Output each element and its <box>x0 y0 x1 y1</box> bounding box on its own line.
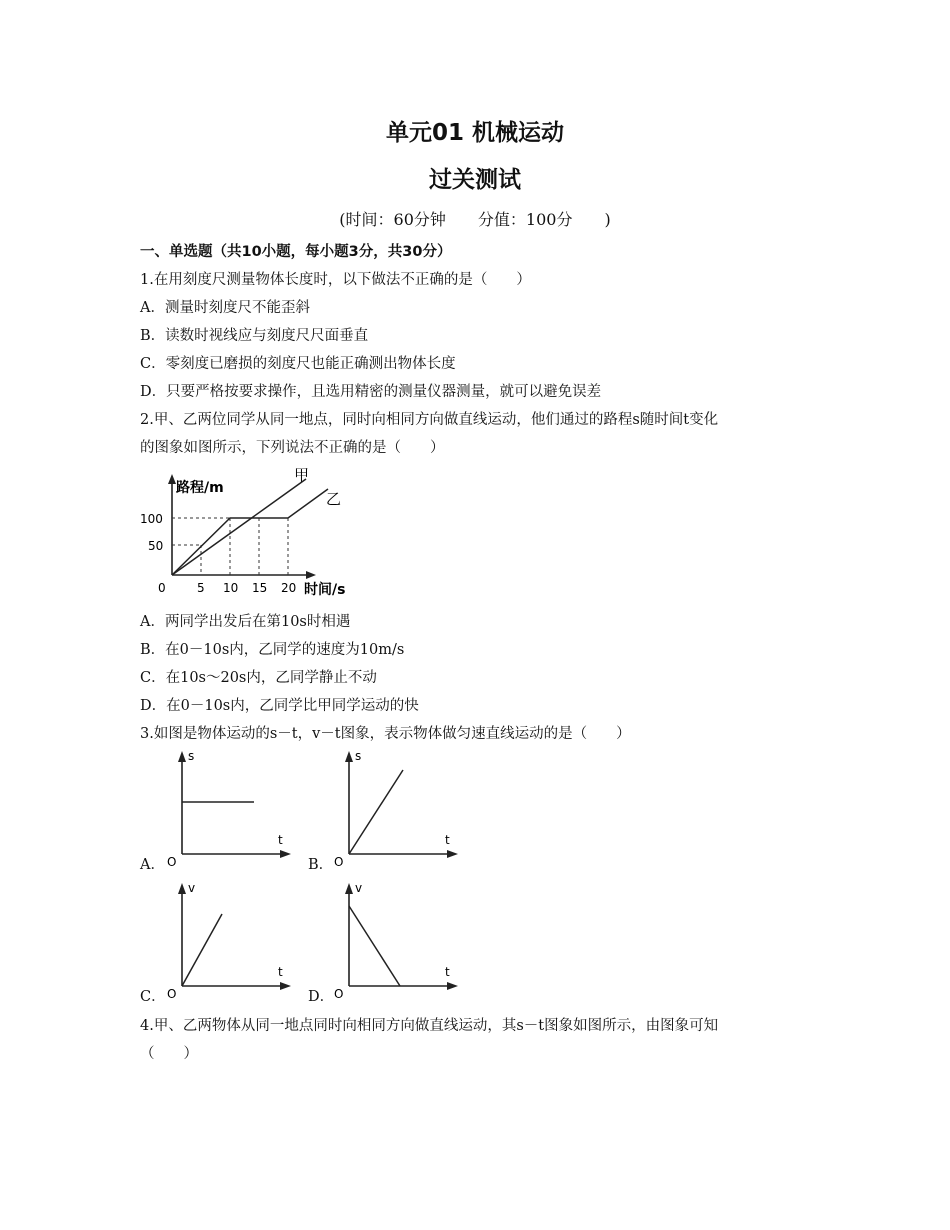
x-axis-arrow-icon <box>306 571 316 579</box>
graph-d-t-label: t <box>445 965 450 979</box>
y-axis-arrow-icon <box>168 474 176 484</box>
arrow-up-icon <box>178 751 186 762</box>
question-4-stem-line2: （ ） <box>140 1046 198 1062</box>
graph-ytick-100: 100 <box>140 512 163 526</box>
question-2-option-b: B．在0－10s内，乙同学的速度为10m/s <box>140 642 405 658</box>
question-3-graph-b <box>327 748 467 873</box>
question-3-label-c: C． <box>140 989 166 1005</box>
graph-c-v-label: v <box>188 881 196 895</box>
question-2-stem-line1: 2.甲、乙两位同学从同一地点，同时向相同方向做直线运动，他们通过的路程s随时间t变化 <box>140 412 719 428</box>
question-4-stem-line1: 4.甲、乙两物体从同一地点同时向相同方向做直线运动，其s－t图象如图所示，由图象可知 <box>140 1018 719 1034</box>
graph-b-line <box>349 770 403 854</box>
question-1-option-d: D．只要严格按要求操作，且选用精密的测量仪器测量，就可以避免误差 <box>140 384 602 400</box>
graph-b-s-label: s <box>355 749 362 763</box>
document-subtitle: 过关测试 <box>429 167 521 193</box>
question-3-graph-d <box>327 880 467 1005</box>
graph-d-v-label: v <box>355 881 363 895</box>
graph-ylabel: 路程/m <box>176 480 224 496</box>
graph-origin: 0 <box>158 581 166 595</box>
graph-label-yi: 乙 <box>326 490 342 508</box>
question-3-graph-c <box>160 880 300 1005</box>
arrow-right-icon <box>447 982 458 990</box>
graph-xtick-5: 5 <box>197 581 205 595</box>
section-heading: 一、单选题（共10小题，每小题3分，共30分） <box>140 244 452 260</box>
arrow-up-icon <box>345 751 353 762</box>
arrow-right-icon <box>447 850 458 858</box>
graph-xlabel: 时间/s <box>304 582 346 598</box>
graph-xtick-10: 10 <box>223 581 239 595</box>
graph-d-line <box>349 906 400 986</box>
arrow-right-icon <box>280 850 291 858</box>
question-3-graph-a <box>160 748 300 873</box>
graph-xtick-20: 20 <box>281 581 297 595</box>
question-3-label-d: D． <box>308 989 335 1005</box>
document-title: 单元01 机械运动 <box>385 120 564 146</box>
arrow-up-icon <box>178 883 186 894</box>
graph-xtick-15: 15 <box>252 581 268 595</box>
question-2-stem-line2: 的图象如图所示，下列说法不正确的是（ ） <box>140 440 445 456</box>
question-2-option-c: C．在10s～20s内，乙同学静止不动 <box>140 670 377 686</box>
line-yi <box>172 489 328 575</box>
question-2-option-d: D．在0－10s内，乙同学比甲同学运动的快 <box>140 698 419 714</box>
question-1-option-b: B．读数时视线应与刻度尺尺面垂直 <box>140 328 369 344</box>
question-3-stem: 3.如图是物体运动的s－t，v－t图象，表示物体做匀速直线运动的是（ ） <box>140 726 631 742</box>
graph-a-s-label: s <box>188 749 195 763</box>
graph-d-origin: O <box>334 987 344 1001</box>
graph-a-t-label: t <box>278 833 283 847</box>
question-2-option-a: A．两同学出发后在第10s时相遇 <box>140 614 351 630</box>
question-1-option-c: C．零刻度已磨损的刻度尺也能正确测出物体长度 <box>140 356 456 372</box>
graph-c-line <box>182 914 222 986</box>
graph-b-origin: O <box>334 855 344 869</box>
question-1-stem: 1.在用刻度尺测量物体长度时，以下做法不正确的是（ ） <box>140 272 531 288</box>
graph-ytick-50: 50 <box>148 539 164 553</box>
graph-a-origin: O <box>167 855 177 869</box>
graph-c-t-label: t <box>278 965 283 979</box>
graph-c-origin: O <box>167 987 177 1001</box>
question-3-label-a: A． <box>140 857 165 873</box>
question-3-label-b: B． <box>308 857 334 873</box>
arrow-right-icon <box>280 982 291 990</box>
question-1-option-a: A．测量时刻度尺不能歪斜 <box>140 300 310 316</box>
graph-b-t-label: t <box>445 833 450 847</box>
arrow-up-icon <box>345 883 353 894</box>
graph-label-jia: 甲 <box>294 466 310 484</box>
exam-meta: (时间：60分钟 分值：100分 ) <box>339 210 611 229</box>
question-2-graph <box>138 462 368 602</box>
